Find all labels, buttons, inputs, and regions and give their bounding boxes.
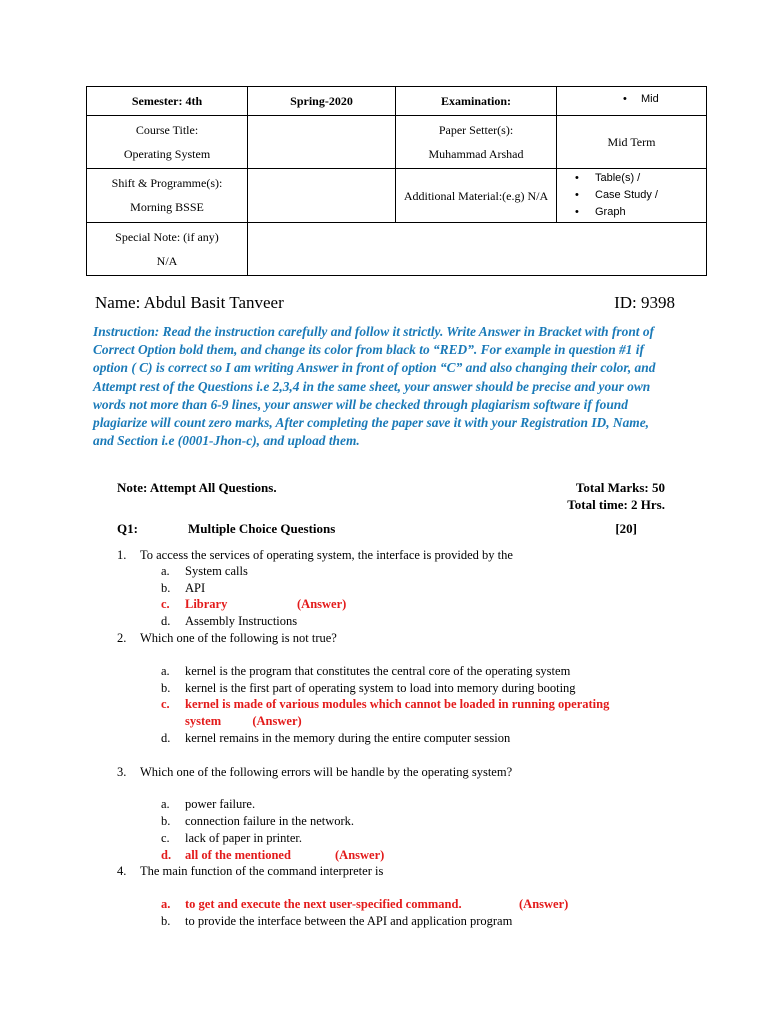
option-text: System calls	[185, 564, 248, 578]
special-note: N/A	[156, 254, 178, 268]
session-cell: Spring-2020	[248, 87, 396, 116]
option-text: kernel remains in the memory during the entire computer session	[185, 731, 511, 745]
question-text: The main function of the command interpreter is	[140, 864, 384, 878]
option-text: kernel is the program that constitutes the central core of the operating system	[185, 664, 571, 678]
option-text: to provide the interface between the API and application program	[185, 914, 513, 928]
section-marks: [20]	[615, 521, 637, 536]
option-text: connection failure in the network.	[185, 814, 355, 828]
option-letter: b.	[161, 681, 171, 695]
mid-term-cell: Mid Term	[557, 116, 707, 169]
option-letter: d.	[161, 731, 171, 745]
option-text: to get and execute the next user-specified command.	[185, 897, 462, 911]
course-title-cell	[87, 116, 248, 169]
option-letter: b.	[161, 914, 171, 928]
exam-type-cell	[557, 87, 707, 116]
option-letter: b.	[161, 814, 171, 828]
exam-header-table	[86, 86, 707, 276]
note-row	[117, 479, 665, 512]
question-text: Which one of the following is not true?	[140, 631, 337, 645]
option-letter: c.	[161, 831, 170, 845]
section-heading	[117, 521, 637, 537]
option-text: Library	[185, 597, 228, 611]
semester-cell: Semester: 4th	[87, 87, 248, 116]
special-note-label: Special Note: (if any)	[115, 230, 219, 244]
empty-cell	[248, 116, 396, 169]
option-text: API	[185, 581, 206, 595]
paper-setter-cell	[396, 116, 557, 169]
additional-material-cell: Additional Material:(e.g) N/A	[396, 169, 557, 223]
instruction-text: Instruction: Read the instruction carefully and follow it strictly. Write Answer in Bracket with front of Correct Option bold them, and change its color from black to “RED”. For example in question #1 if option ( C) is correct so I am writing Answer in front of option “C” and also changing their color, and Attempt rest of the Questions i.e 2,3,4 in the same sheet, your answer should be precise and your own words not more than 6-9 lines, your answer will be checked through plagiarism software if found plagiarize will count zero marks, After completing the paper save it with your Registration ID, Name, and Section i.e (0001-Jhon-c), and upload them.	[93, 324, 656, 449]
option-letter: d.	[161, 614, 171, 628]
question-number: 3.	[117, 765, 127, 779]
option-text	[185, 696, 671, 729]
note: Note: Attempt All Questions.	[117, 480, 277, 495]
empty-cell	[248, 223, 707, 276]
section-number: Q1:	[117, 521, 138, 536]
option-letter: d.	[161, 848, 172, 862]
question-number: 1.	[117, 548, 127, 562]
answer-tag: (Answer)	[519, 897, 569, 911]
answer-tag: (Answer)	[252, 713, 302, 728]
section-title: Multiple Choice Questions	[188, 521, 336, 536]
question-text: Which one of the following errors will be handle by the operating system?	[140, 765, 513, 779]
material-list	[557, 170, 706, 221]
question-number: 2.	[117, 631, 127, 645]
option-text: kernel is the first part of operating system to load into memory during booting	[185, 681, 576, 695]
paper-setter: Muhammad Arshad	[428, 147, 524, 161]
option-letter: b.	[161, 581, 171, 595]
course-title-label: Course Title:	[135, 123, 199, 137]
option-letter: a.	[161, 797, 170, 811]
exam-type-bullet: Mid	[641, 93, 659, 105]
totals	[567, 479, 665, 513]
student-info	[95, 293, 675, 313]
empty-cell	[248, 169, 396, 223]
shift-value: Morning BSSE	[130, 200, 204, 214]
question-text: To access the services of operating system, the interface is provided by the	[140, 548, 513, 562]
option-text: power failure.	[185, 797, 256, 811]
option-text-value: kernel is made of various modules which cannot be loaded in running operating system	[185, 697, 610, 728]
examination-label: Examination:	[396, 87, 557, 116]
option-letter: c.	[161, 597, 170, 611]
student-id: ID: 9398	[614, 293, 675, 312]
option-text: lack of paper in printer.	[185, 831, 302, 845]
option-letter: a.	[161, 897, 171, 911]
total-marks: Total Marks: 50	[575, 480, 665, 495]
special-note-cell	[87, 223, 248, 276]
option-text: all of the mentioned	[185, 848, 291, 862]
shift-cell	[87, 169, 248, 223]
material-item: • Table(s) /	[557, 170, 706, 187]
course-title: Operating System	[123, 147, 211, 161]
material-bullets-cell	[557, 169, 707, 223]
shift-label: Shift & Programme(s):	[111, 176, 223, 190]
paper-setter-label: Paper Setter(s):	[438, 123, 514, 137]
material-item: • Graph	[557, 204, 706, 221]
option-letter: a.	[161, 564, 170, 578]
material-item: • Case Study /	[557, 187, 706, 204]
option-letter: c.	[161, 697, 170, 711]
answer-tag: (Answer)	[297, 597, 347, 611]
answer-tag: (Answer)	[335, 848, 385, 862]
option-letter: a.	[161, 664, 170, 678]
student-name: Name: Abdul Basit Tanveer	[95, 293, 284, 312]
question-number: 4.	[117, 864, 127, 878]
option-text: Assembly Instructions	[185, 614, 298, 628]
total-time: Total time: 2 Hrs.	[567, 497, 665, 512]
